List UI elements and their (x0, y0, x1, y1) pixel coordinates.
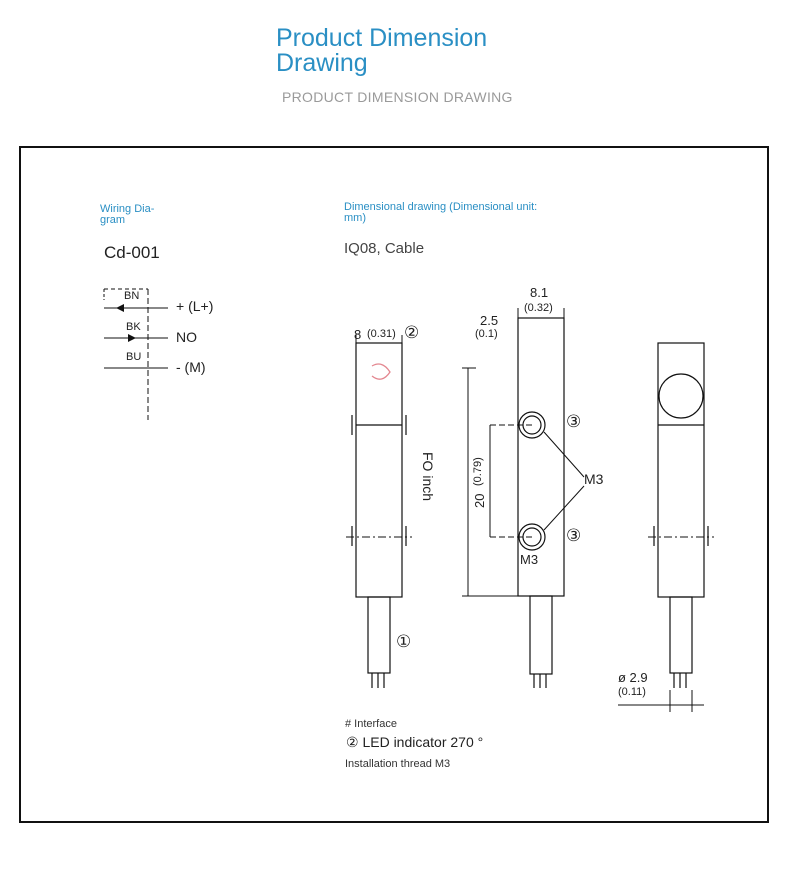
marker-2-label: ② (404, 323, 420, 342)
middle-sensor-cable (530, 596, 552, 674)
page-subtitle: PRODUCT DIMENSION DRAWING (282, 89, 513, 105)
arrow-bn (116, 304, 124, 312)
dim-offset: 2.5 (480, 313, 499, 328)
wire-signal-bu: - (M) (176, 359, 206, 375)
note-led: ② LED indicator 270 ° (346, 734, 484, 750)
dim-offset-inch: (0.1) (475, 328, 498, 340)
wire-signal-bn: + (L+) (176, 298, 214, 314)
dim-hole-spacing: 20 (472, 493, 487, 508)
dim-cable-dia: ø 2.9 (618, 670, 648, 685)
wiring-model: Cd-001 (104, 243, 160, 262)
page-title: Product Dimension Drawing (276, 24, 488, 77)
arrow-bk (128, 334, 136, 342)
thread-label-bottom: M3 (520, 552, 539, 567)
thread-label: M3 (584, 471, 604, 487)
fo-label: FO inch (420, 452, 436, 502)
marker-3-bottom: ③ (566, 526, 582, 545)
dimensional-subtitle: IQ08, Cable (344, 240, 425, 257)
dim-hole-spacing-inch: (0.79) (472, 457, 484, 486)
wiring-heading: Wiring Dia- gram (100, 203, 155, 226)
dim-cable-dia-inch: (0.11) (618, 686, 646, 698)
dim-width-front: 8.1 (530, 285, 549, 300)
wire-code-bn: BN (124, 290, 140, 302)
wire-code-bk: BK (126, 321, 141, 333)
wire-code-bu: BU (126, 351, 142, 363)
note-thread: Installation thread M3 (345, 758, 451, 770)
left-sensor-body (356, 343, 402, 597)
wire-signal-bk: NO (176, 329, 197, 345)
dimensional-heading: Dimensional drawing (Dimensional unit: mm) (344, 201, 538, 224)
marker-1-label: ① (396, 632, 412, 651)
left-sensor-cable (368, 597, 390, 673)
marker-3-top: ③ (566, 412, 582, 431)
dim-width-front-inch: (0.32) (524, 302, 553, 314)
right-sensor-cable (670, 597, 692, 673)
dim-width-side: 8 (354, 327, 362, 342)
dim-width-side-inch: (0.31) (367, 328, 396, 340)
note-interface: # Interface (345, 718, 397, 730)
right-led-dome (659, 374, 703, 418)
